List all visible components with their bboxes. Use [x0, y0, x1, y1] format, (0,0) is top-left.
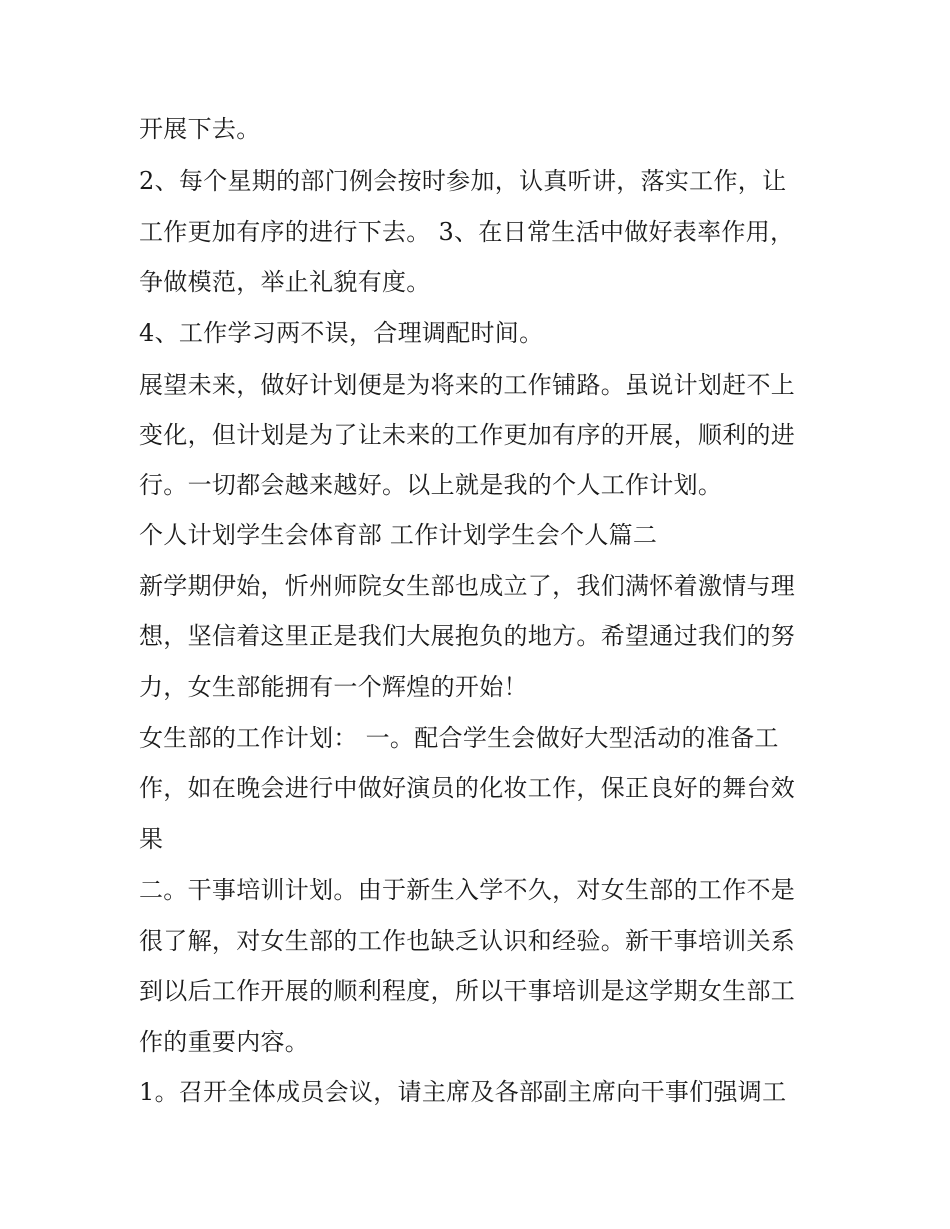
text-line: 变化，但计划是为了让未来的工作更加有序的开展，顺利的进 — [139, 421, 796, 449]
text-line: 想，坚信着这里正是我们大展抱负的地方。希望通过我们的努 — [139, 622, 796, 650]
text-line: 作的重要内容。 — [139, 1028, 310, 1056]
text-line: 到以后工作开展的顺利程度，所以干事培训是这学期女生部工 — [139, 977, 796, 1005]
text-line: 很了解，对女生部的工作也缺乏认识和经验。新干事培训关系 — [139, 927, 796, 955]
text-line: 作，如在晚会进行中做好演员的化妆工作，保正良好的舞台效 — [139, 774, 796, 802]
text-line: 1。召开全体成员会议，请主席及各部副主席向干事们强调工 — [139, 1078, 787, 1106]
text-line: 展望未来，做好计划便是为将来的工作铺路。虽说计划赶不上 — [139, 371, 796, 399]
text-line: 新学期伊始，忻州师院女生部也成立了，我们满怀着激情与理 — [139, 572, 796, 600]
text-line: 力，女生部能拥有一个辉煌的开始！ — [139, 673, 528, 701]
text-line: 工作更加有序的进行下去。 3、在日常生活中做好表率作用， — [139, 218, 795, 246]
text-line: 争做模范，举止礼貌有度。 — [139, 268, 431, 296]
text-line: 果 — [139, 825, 164, 853]
text-line: 女生部的工作计划： 一。配合学生会做好大型活动的准备工 — [139, 724, 779, 752]
text-line: 行。一切都会越来越好。以上就是我的个人工作计划。 — [139, 471, 723, 499]
text-line: 4、工作学习两不误，合理调配时间。 — [139, 319, 544, 347]
section-heading: 个人计划学生会体育部 工作计划学生会个人篇二 — [139, 521, 658, 549]
text-line: 二。干事培训计划。由于新生入学不久，对女生部的工作不是 — [139, 876, 796, 904]
text-line: 开展下去。 — [139, 115, 261, 143]
text-line: 2、每个星期的部门例会按时参加，认真听讲，落实工作，让 — [139, 167, 787, 195]
